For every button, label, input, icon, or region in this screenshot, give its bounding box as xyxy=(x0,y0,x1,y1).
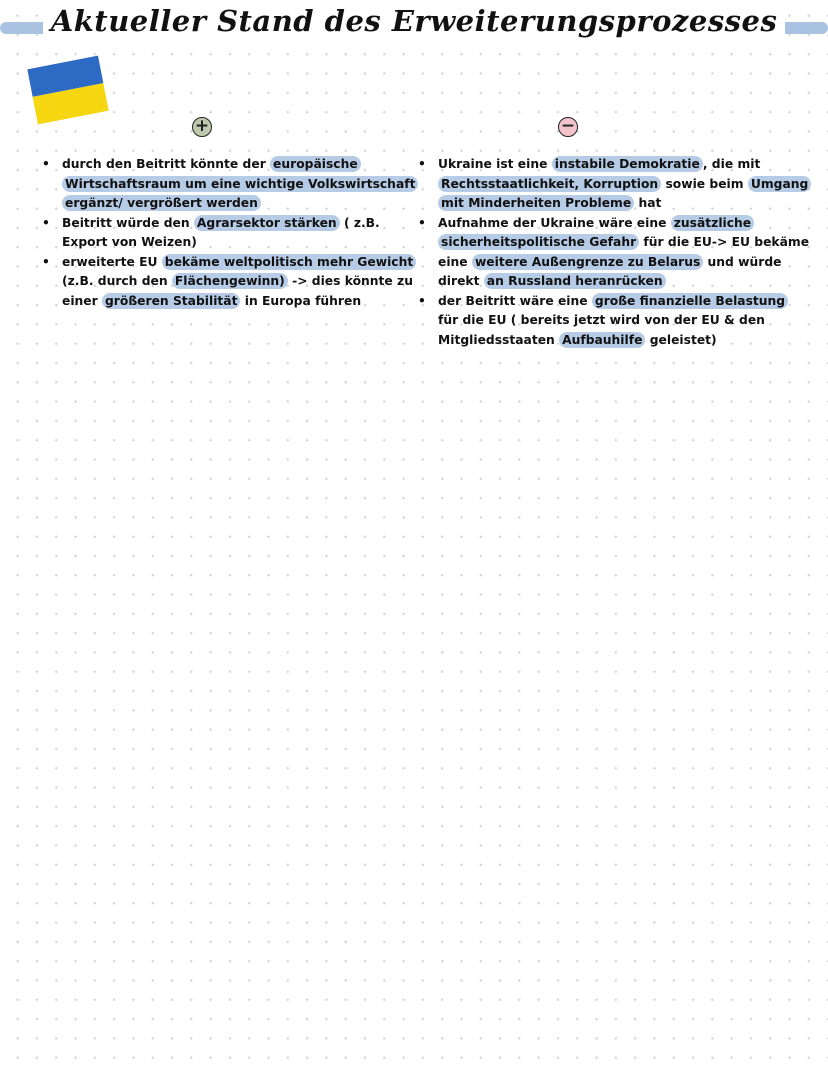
highlighted-text: Umgang xyxy=(748,176,811,192)
text-line xyxy=(438,214,796,234)
highlighted-text: bekäme weltpolitisch mehr Gewicht xyxy=(162,254,416,270)
text-segment: geleistet) xyxy=(645,332,717,347)
text-segment: und würde xyxy=(703,254,782,269)
highlighted-text: europäische xyxy=(270,156,361,172)
text-line xyxy=(438,331,796,351)
plus-bullet-item xyxy=(40,253,414,312)
text-line xyxy=(438,292,796,312)
minus-bullet-item xyxy=(416,214,810,292)
highlighted-text: Flächengewinn) xyxy=(172,273,288,289)
highlighted-text: Aufbauhilfe xyxy=(559,332,645,348)
text-segment: -> dies könnte zu xyxy=(287,274,413,288)
highlighted-text: große finanzielle Belastung xyxy=(592,293,788,309)
highlighted-text: an Russland heranrücken xyxy=(484,273,666,289)
plus-bullet-item xyxy=(40,214,390,253)
text-line xyxy=(62,194,390,214)
highlighted-text: Agrarsektor stärken xyxy=(194,215,340,231)
plus-icon: + xyxy=(192,117,212,137)
text-line xyxy=(438,272,796,292)
text-segment: ( z.B. xyxy=(339,215,380,230)
text-line xyxy=(62,253,414,273)
highlighted-text: zusätzliche xyxy=(671,215,754,231)
text-line xyxy=(438,233,810,253)
page-title xyxy=(0,4,828,38)
text-line xyxy=(62,233,390,253)
minus-icon: − xyxy=(558,117,578,137)
minus-bullet-item xyxy=(416,155,809,214)
ukraine-flag-icon xyxy=(27,56,108,125)
text-line xyxy=(438,311,796,331)
pro-arguments-list xyxy=(40,155,416,311)
text-segment: hat xyxy=(634,196,662,210)
text-segment: (z.B. durch den xyxy=(62,274,172,288)
text-segment: Export von Weizen) xyxy=(62,235,197,249)
text-segment: einer xyxy=(62,293,102,308)
text-line xyxy=(62,155,390,175)
page-title-text: Aktueller Stand des Erweiterungsprozesses xyxy=(43,4,786,38)
text-line xyxy=(438,175,809,195)
text-segment: durch den Beitritt könnte der xyxy=(62,157,271,171)
highlighted-text: weitere Außengrenze zu Belarus xyxy=(472,254,703,270)
highlighted-text: instabile Demokratie xyxy=(552,156,703,172)
text-segment: sowie beim xyxy=(661,176,748,191)
text-segment: der Beitritt wäre eine xyxy=(438,293,592,308)
text-segment: für die EU ( bereits jetzt wird von der EU & den xyxy=(438,313,765,327)
text-segment: , die mit xyxy=(702,157,761,171)
text-segment: direkt xyxy=(438,274,484,288)
plus-bullet-item xyxy=(40,155,416,214)
text-segment: Ukraine ist eine xyxy=(438,157,552,171)
text-segment: erweiterte EU xyxy=(62,254,162,269)
highlighted-text: größeren Stabilität xyxy=(102,293,240,309)
text-line xyxy=(62,175,416,195)
text-segment: eine xyxy=(438,254,472,269)
highlighted-text: Wirtschaftsraum um eine wichtige Volkswirtschaft xyxy=(62,176,418,192)
highlighted-text: sicherheitspolitische Gefahr xyxy=(438,234,639,250)
text-segment: Beitritt würde den xyxy=(62,215,194,230)
text-segment: in Europa führen xyxy=(240,293,362,308)
text-line xyxy=(62,292,390,312)
text-line xyxy=(438,253,796,273)
highlighted-text: Rechtsstaatlichkeit, Korruption xyxy=(438,176,661,192)
text-line xyxy=(62,272,413,292)
text-line xyxy=(438,194,796,214)
highlighted-text: ergänzt/ vergrößert werden xyxy=(62,195,261,211)
contra-arguments-list xyxy=(416,155,810,350)
minus-bullet-item xyxy=(416,292,796,351)
text-segment: Mitgliedsstaaten xyxy=(438,332,560,347)
text-segment: für die EU-> EU bekäme xyxy=(639,235,810,249)
text-segment: Aufnahme der Ukraine wäre eine xyxy=(438,215,671,230)
text-line xyxy=(62,214,390,234)
text-line xyxy=(438,155,796,175)
highlighted-text: mit Minderheiten Probleme xyxy=(438,195,634,211)
